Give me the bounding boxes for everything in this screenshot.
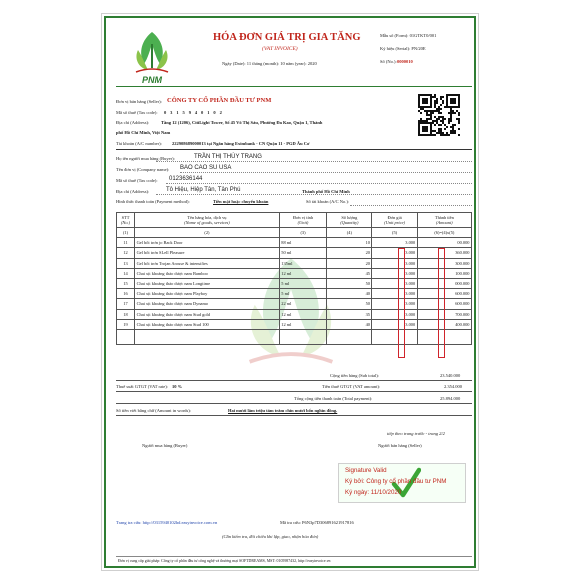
table-row (117, 289, 472, 299)
signed-by: Ký bởi: Công ty cổ phần đầu tư PNM (345, 478, 447, 485)
col-header-no: STT (No.) (117, 213, 135, 228)
col-index: (6)=(4)x(5) (417, 228, 471, 238)
cell-amount: 600.000 (417, 289, 471, 299)
col-header-qty: Số lượng (Quantity) (327, 213, 372, 228)
signature-valid: Signature Valid (345, 467, 387, 474)
cell-price: 3.000 (372, 309, 417, 319)
cell-price: 3.000 (372, 289, 417, 299)
cell-unit: 135ml (279, 258, 326, 268)
cell-unit: 12 ml (279, 268, 326, 278)
buyer-city: Thành phố Hồ Chí Minh (302, 189, 350, 194)
seller-tax-label: Mã số thuế (Tax code): (116, 110, 158, 115)
cell-amount: 700.000 (417, 309, 471, 319)
row-line (116, 415, 472, 416)
table-row (117, 248, 472, 258)
amount-words: Hai mươi lăm triệu tám trăm chín mươi bốn nghìn đồng. (228, 408, 338, 413)
buyer-name: TRẦN THỊ THÙY TRANG (194, 154, 262, 160)
redaction-box-price (398, 248, 405, 358)
invoice-number-label: Số (No.): (380, 59, 397, 64)
col-header-name: Tên hàng hóa, dịch vụ (Name of goods, services) (135, 213, 280, 228)
table-row (117, 319, 472, 329)
table-header-row (117, 213, 472, 228)
cell-qty: 50 (327, 299, 372, 309)
cell-qty: 20 (327, 258, 372, 268)
cell-price: 3.000 (372, 299, 417, 309)
cell-name: Chai xịt khoáng thảo dược nam Playboy (135, 289, 280, 299)
cell-no: 19 (117, 319, 135, 329)
col-index: (3) (279, 228, 326, 238)
row-line (116, 403, 472, 404)
table-row (117, 238, 472, 248)
payment-method: Tiền mặt hoặc chuyển khoản (213, 199, 269, 204)
lookup-link[interactable]: Trang tra cứu: http://0315940102hd.easyinvoice.com.vn (116, 520, 218, 525)
col-header-price: Đơn giá (Unit price) (372, 213, 417, 228)
lookup-url[interactable] (116, 520, 217, 526)
row-line (116, 380, 472, 381)
logo-text: PNM (142, 75, 162, 85)
vat-rate: 10 % (172, 384, 183, 389)
items-table (116, 212, 472, 345)
col-index: (5) (372, 228, 417, 238)
cell-amount: 600.000 (417, 299, 471, 309)
cell-qty: 50 (327, 278, 372, 288)
cell-name: Gel bôi trơn Trojan Arouse & intensifies (135, 258, 280, 268)
cell-amount: 360.000 (417, 248, 471, 258)
total-label: Tổng cộng tiền thanh toán (Total payment): (294, 396, 373, 401)
seller-address: Tầng 12 (1206), CitiLight Tower, Số 45 Võ Thị Sáu, Phường Đa Kao, Quận 1, Thành (161, 120, 323, 125)
cell-no: 18 (117, 309, 135, 319)
cell-unit: 12 ml (279, 309, 326, 319)
cell-qty: 35 (327, 309, 372, 319)
table-row (117, 299, 472, 309)
seller-account-label: Tài khoản (A/C number): (116, 141, 162, 146)
row-line (116, 391, 472, 392)
cell-qty: 45 (327, 268, 372, 278)
cell-price: 3.000 (372, 248, 417, 258)
lookup-code: Mã tra cứu: P6N3p7D306891621917816 (280, 520, 354, 525)
buyer-signature-label: Người mua hàng (Buyer) (142, 443, 188, 448)
cell-unit: 5 ml (279, 278, 326, 288)
cell-price: 3.000 (372, 238, 417, 248)
cell-no: 12 (117, 248, 135, 258)
page-continued: tiếp theo trang trước - trang 2/2 (387, 431, 445, 436)
vat-rate-label: Thuế suất GTGT (VAT rate): (116, 384, 168, 389)
seller-tax-code: 0 3 1 5 9 4 0 1 0 2 (164, 110, 224, 115)
form-number: Mẫu số (Form): 01GTKT0/001 (380, 33, 437, 38)
cell-unit: 88 ml (279, 238, 326, 248)
cell-name: Chai xịt khoáng thảo dược nam Dynamo (135, 299, 280, 309)
col-header-amount: Thành tiền (Amount) (417, 213, 471, 228)
redaction-box-amount (438, 248, 445, 358)
cell-name: Chai xịt khoáng thảo dược nam Bamboo (135, 268, 280, 278)
table-row (117, 258, 472, 268)
total-value: 25.894.000 (440, 396, 461, 401)
vat-amount: 2.354.000 (444, 384, 462, 389)
dotted-line (350, 205, 472, 206)
dotted-line (166, 183, 472, 184)
cell-price: 3.000 (372, 278, 417, 288)
seller-address-cont: phố Hồ Chí Minh, Việt Nam (116, 130, 171, 135)
invoice-title: HÓA ĐƠN GIÁ TRỊ GIA TĂNG (213, 32, 361, 43)
cell-price: 3.000 (372, 319, 417, 329)
buyer-name-label: Họ tên người mua hàng (Buyer): (116, 156, 175, 161)
amount-words-label: Số tiền viết bằng chữ (Amount in words): (116, 408, 192, 413)
col-index: (4) (327, 228, 372, 238)
footer-divider (116, 556, 472, 557)
cell-qty: 20 (327, 248, 372, 258)
pnm-logo (128, 28, 176, 86)
check-note: (Cần kiểm tra, đối chiếu khi lập, giao, nhận hóa đơn) (222, 534, 319, 539)
cell-amount: 100.000 (417, 268, 471, 278)
cell-name: Gel bôi trơn jo Back Door (135, 238, 280, 248)
invoice-date: Ngày (Date): 11 tháng (month): 10 năm (year): 2020 (222, 61, 317, 66)
col-index: (2) (135, 228, 280, 238)
seller-account: 222908689000013 tại Ngân hàng Eximbank - CN Quận 11 - PGD Âu Cơ (172, 141, 310, 146)
col-header-unit: Đơn vị tính (Unit) (279, 213, 326, 228)
table-row (117, 309, 472, 319)
company-name: BAO CAO SU USA (180, 165, 232, 171)
col-index: (1) (117, 228, 135, 238)
signed-date: Ký ngày: 11/10/2020 (345, 489, 402, 496)
seller-label: Đơn vị bán hàng (Seller): (116, 99, 162, 104)
cell-price: 3.000 (372, 258, 417, 268)
cell-name: Chai xịt khoáng thảo dược nam Longtime (135, 278, 280, 288)
cell-name: Chai xịt khoáng thảo dược nam Stud gold (135, 309, 280, 319)
cell-qty: 40 (327, 289, 372, 299)
buyer-tax-code: 0123636144 (169, 176, 203, 182)
cell-amount: 00.000 (417, 238, 471, 248)
payment-label: Hình thức thanh toán (Payment method): (116, 199, 190, 204)
buyer-address: Tô Hiệu, Hiệp Tân, Tân Phú (166, 187, 241, 193)
cell-no: 15 (117, 278, 135, 288)
qr-code (418, 94, 460, 136)
cell-price: 3.000 (372, 268, 417, 278)
cell-name: Chai xịt khoáng thảo dược nam Stud 100 (135, 319, 280, 329)
cell-no: 11 (117, 238, 135, 248)
table-row (117, 268, 472, 278)
subtotal-label: Cộng tiền hàng (Sub total): (330, 373, 379, 378)
dotted-line (156, 194, 472, 195)
seller-address-label: Địa chỉ (Address): (116, 120, 150, 125)
provider-info: Đơn vị cung cấp giải pháp: Công ty cổ phần đầu tư công nghệ và thương mại SOFTDREAMS, MST: 0105987432, http://easyinvoice.vn (118, 559, 331, 563)
invoice-subtitle: (VAT INVOICE) (262, 46, 298, 52)
subtotal-value: 23.540.000 (440, 373, 461, 378)
header-divider (116, 86, 472, 87)
seller-signature-label: Người bán hàng (Seller) (378, 443, 422, 448)
cell-no: 13 (117, 258, 135, 268)
dotted-line (156, 161, 472, 162)
cell-unit: 5 ml (279, 289, 326, 299)
blank-row (117, 329, 472, 344)
cell-amount: 000.000 (417, 278, 471, 288)
company-label: Tên đơn vị (Company name): (116, 167, 170, 172)
seller-name: CÔNG TY CỔ PHẦN ĐẦU TƯ PNM (167, 97, 272, 104)
column-index-row (117, 228, 472, 238)
cell-no: 16 (117, 289, 135, 299)
buyer-address-label: Địa chỉ (Address): (116, 189, 150, 194)
cell-no: 14 (117, 268, 135, 278)
invoice-number: 0000010 (397, 59, 413, 64)
cell-unit: 12 ml (279, 319, 326, 329)
account-no-label: Số tài khoản (A/C No.): (306, 199, 350, 204)
cell-amount: 300.000 (417, 258, 471, 268)
vat-amount-label: Tiền thuế GTGT (VAT amount): (322, 384, 381, 389)
buyer-tax-label: Mã số thuế (Tax code): (116, 178, 158, 183)
table-row (117, 278, 472, 288)
cell-amount: 400.000 (417, 319, 471, 329)
cell-no: 17 (117, 299, 135, 309)
cell-name: Gel bôi trơn SLell Pleasure (135, 248, 280, 258)
cell-unit: 50 ml (279, 248, 326, 258)
cell-unit: 22 ml (279, 299, 326, 309)
cell-qty: 10 (327, 238, 372, 248)
seller-divider (116, 149, 472, 150)
dotted-line (180, 172, 472, 173)
digital-signature-box (338, 463, 466, 503)
cell-qty: 40 (327, 319, 372, 329)
serial-number: Ký hiệu (Serial): PN/20E (380, 46, 426, 51)
